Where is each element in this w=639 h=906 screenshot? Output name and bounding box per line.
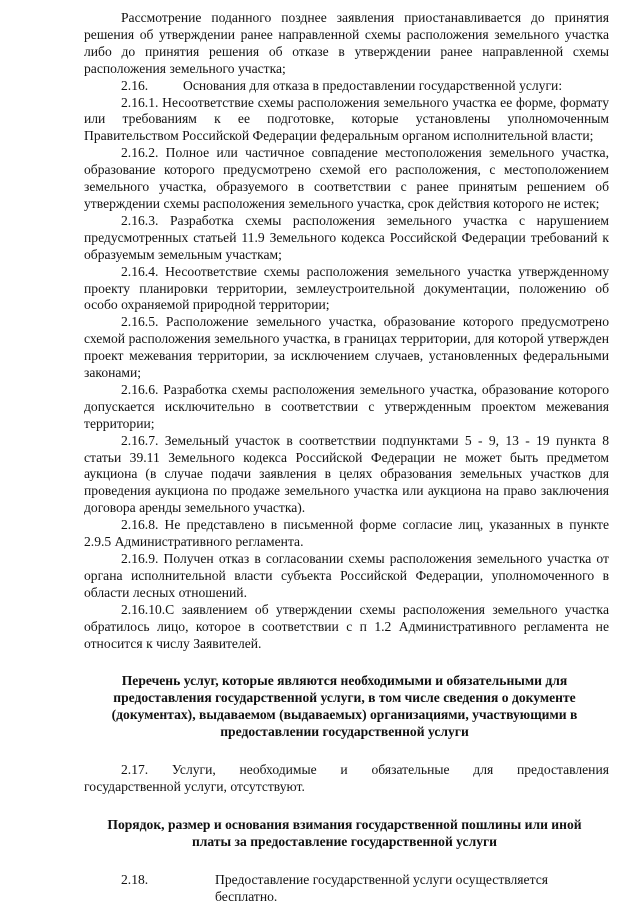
spacer (84, 652, 609, 673)
item-2-16-3: 2.16.3. Разработка схемы расположения земельного участка с нарушением предусмотренных статьей 11.9 Земельного кодекса Российской Федерации требований к образуемым земельным участкам; (84, 212, 609, 262)
item-2-16-2: 2.16.2. Полное или частичное совпадение местоположения земельного участка, образование которого предусмотрено схемой его расположения, с местоположением земельного участка, образуемого в соответствии с ранее принятым решением об утверждении схемы расположения земельного участка, срок действия которого не истек; (84, 145, 609, 211)
item-2-16-7: 2.16.7. Земельный участок в соответствии подпунктами 5 - 9, 13 - 19 пункта 8 статьи 39.11 Земельного кодекса Российской Федерации не может быть предметом аукциона (в случае подачи заявления в целях образования земельных участков для проведения аукциона по продаже земельного участка или аукциона на право заключения договора аренды земельного участка). (84, 432, 609, 516)
section-text: Предоставление государственной услуги осуществляется бесплатно. (215, 871, 548, 904)
item-2-16-10: 2.16.10.С заявлением об утверждении схемы расположения земельного участка обратилось лицо, которое в соответствии с п 1.2 Административного регламента не относится к числу Заявителей. (84, 601, 609, 651)
section-text: Основания для отказа в предоставлении государственной услуги: (183, 77, 563, 93)
section-2-16 (84, 78, 609, 95)
item-2-16-8: 2.16.8. Не представлено в письменной форме согласие лиц, указанных в пункте 2.9.5 Административного регламента. (84, 517, 609, 550)
item-2-16-6: 2.16.6. Разработка схемы расположения земельного участка, образование которого допускается исключительно в соответствии с утвержденным проектом межевания территории; (84, 381, 609, 431)
paragraph-suspension: Рассмотрение поданного позднее заявления приостанавливается до принятия решения об утверждении ранее направленной схемы расположения земельного участка либо до принятия решения об отказе в утверждении ранее направленной схемы расположения земельного участка; (84, 10, 609, 76)
item-2-16-5: 2.16.5. Расположение земельного участка, образование которого предусмотрено схемой расположения земельного участка, в границах территории, для которой утвержден проект межевания территории, за исключением случаев, установленных федеральными законами; (84, 314, 609, 381)
section-2-17-line2: государственной услуги, отсутствуют. (84, 778, 305, 794)
section-2-17-line1: 2.17. Услуги, необходимые и обязательные для предоставления (121, 762, 609, 778)
spacer (84, 851, 609, 872)
item-2-16-9: 2.16.9. Получен отказ в согласовании схемы расположения земельного участка от органа исполнительной власти субъекта Российской Федерации, уполномоченного в области лесных отношений. (84, 551, 609, 600)
heading-fee: Порядок, размер и основания взимания государственной пошлины или иной платы за предоставление государственной услуги (107, 816, 582, 849)
item-2-16-1: 2.16.1. Несоответствие схемы расположения земельного участка ее форме, формату или требованиям к ее подготовке, которые установлены уполномоченным Правительством Российской Федерации федеральным органом исполнительной власти; (84, 94, 609, 144)
section-2-18 (84, 872, 609, 906)
item-2-16-4: 2.16.4. Несоответствие схемы расположения земельного участка утвержденному проекту планировки территории, землеустроительной документации, положению об особо охраняемой природной территории; (84, 263, 609, 313)
heading-required-services: Перечень услуг, которые являются необходимыми и обязательными для предоставления государственной услуги, в том числе сведения о документе (документах), выдаваемом (выдаваемых) организациями, участвующими в предоставлении государственной услуги (111, 673, 578, 740)
spacer (84, 796, 609, 817)
section-number: 2.16. (121, 77, 149, 93)
section-number: 2.18. (121, 871, 149, 887)
spacer (84, 741, 609, 762)
